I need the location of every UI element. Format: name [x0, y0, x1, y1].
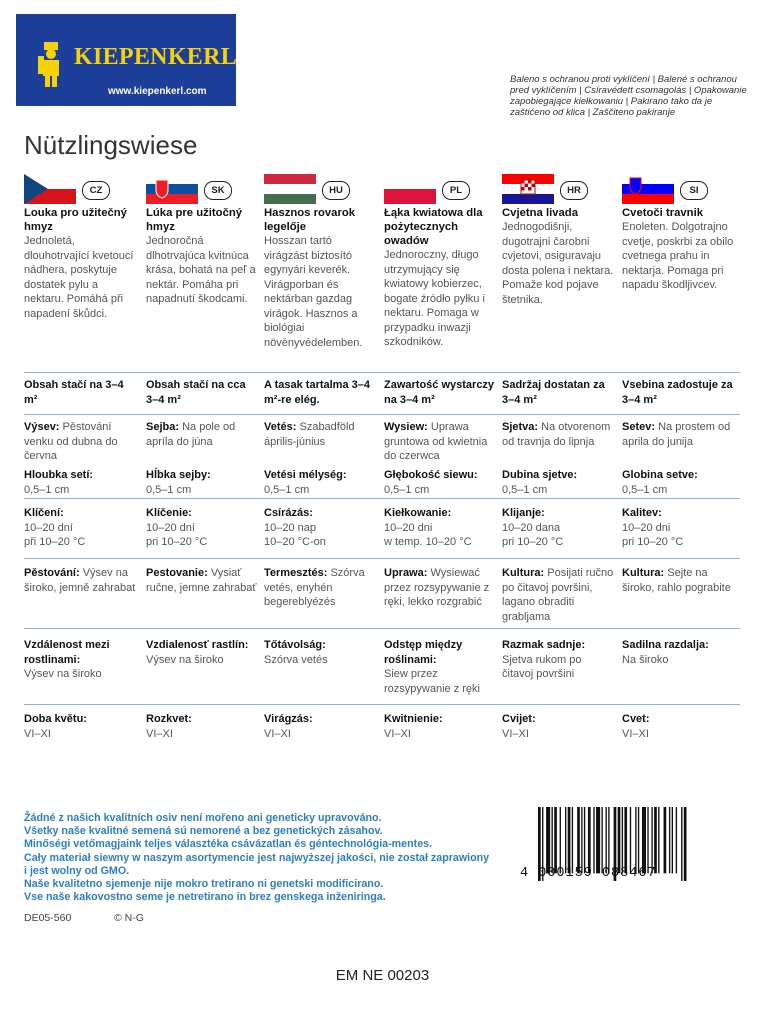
sowing-depth-value: 0,5–1 cm	[384, 483, 430, 496]
sowing-info	[24, 420, 136, 464]
flag-row	[264, 172, 376, 206]
germination-days: 10–20 dni	[622, 521, 671, 534]
barcode-bar	[622, 807, 623, 873]
sowing-value: Uprawa gruntowa od kwietnia do czerwca	[384, 421, 488, 462]
cultivation-label: Pestovanie:	[146, 567, 208, 579]
gmo-note-hr: Naše kvalitetno sjemenje nije mokro tretirano ni genetski modificirano.	[24, 878, 384, 891]
sowing-label: Sejba:	[146, 421, 180, 433]
barcode-bar	[658, 807, 659, 873]
barcode-bar	[552, 807, 553, 873]
gmo-note-sk: Všetky naše kvalitné semená sú nemorené a bez genetických zásahov.	[24, 825, 383, 838]
language-column-cz	[24, 172, 136, 321]
germination-info	[622, 506, 734, 550]
variety-description: Enoleten. Dolgotrajno cvetje, poskrbi za obilo cvetnega prahu in nektarja. Pomaga pri napadu škodljivcev.	[622, 221, 734, 291]
gmo-note-si: Vse naše kakovostno seme je netretirano in brez genskega inženiringa.	[24, 891, 386, 904]
germination-temperature: pri 10–20 °C	[502, 536, 564, 548]
sowing-depth-label: Hĺbka sejby:	[146, 469, 211, 481]
barcode-bar	[669, 807, 670, 873]
flowering-time-label: Cvijet:	[502, 713, 536, 725]
plant-spacing-info	[24, 638, 136, 682]
content-info	[24, 378, 136, 407]
cultivation-value: Wysiewać przez rozsypywanie z ręki, lekko rozgrabić	[384, 567, 490, 608]
language-badge: SI	[680, 181, 708, 200]
sowing-depth-info	[622, 468, 734, 497]
barcode-bar	[568, 807, 571, 873]
sowing-depth-value: 0,5–1 cm	[502, 483, 548, 496]
plant-spacing-info	[502, 638, 614, 682]
flag-row	[622, 172, 734, 206]
barcode-bar	[572, 807, 573, 873]
barcode-bar	[560, 807, 561, 873]
sowing-depth-info	[264, 468, 376, 497]
gmo-notes	[24, 812, 494, 904]
plant-spacing-label: Razmak sadnje:	[502, 639, 586, 651]
sowing-value: Na prostem od aprila do junija	[622, 421, 731, 448]
barcode-bar	[664, 807, 667, 873]
cultivation-value: Posijati ručno po čitavoj površini, lagano obraditi grabljama	[502, 567, 614, 623]
barcode-bar	[596, 807, 600, 873]
barcode-bar	[635, 807, 636, 873]
sowing-value: Szabadföld április-június	[264, 421, 355, 448]
variety-description: Jednoletá, dlouhotrvající kvetoucí nádhera, poskytuje dostatek pylu a nektaru. Pomáhá při napadení škůdci.	[24, 235, 134, 320]
cultivation-value: Vysiať ručne, jemne zahrabať	[146, 567, 257, 594]
flowering-time-label: Cvet:	[622, 713, 650, 725]
variety-name: Cvjetna livada	[502, 207, 578, 219]
barcode-bar	[581, 807, 582, 873]
flag-cz-icon	[24, 174, 76, 204]
cultivation-label: Termesztés:	[264, 567, 328, 579]
barcode-bar	[554, 807, 557, 873]
row-divider	[24, 704, 740, 705]
variety-name: Łąka kwiatowa dla pożytecznych owadów	[384, 207, 483, 247]
flowering-time-value: VI–XI	[146, 727, 173, 740]
cultivation-info	[384, 566, 496, 610]
cultivation-label: Pěstování:	[24, 567, 80, 579]
barcode-bar	[618, 807, 621, 873]
barcode-bar	[638, 807, 639, 873]
plant-spacing-label: Tőtávolság:	[264, 639, 326, 651]
cultivation-info	[502, 566, 614, 624]
barcode-bar	[676, 807, 677, 873]
plant-spacing-value: Szórva vetés	[264, 653, 328, 666]
sowing-info	[622, 420, 734, 449]
gmo-note-pl: Cały materiał siewny w naszym asortymencie jest najwyższej jakości, nie został zaprawiony i jest wolny od GMO.	[24, 851, 490, 877]
language-column-si	[622, 172, 734, 293]
flowering-time-value: VI–XI	[24, 727, 51, 740]
sowing-depth-value: 0,5–1 cm	[146, 483, 192, 496]
flowering-time-info	[502, 712, 614, 741]
sowing-info	[502, 420, 614, 449]
em-code: EM NE 00203	[335, 967, 430, 984]
language-column-hr	[502, 172, 614, 307]
barcode-bar	[593, 807, 594, 873]
germination-label: Klíčení:	[24, 507, 64, 519]
language-column-hu	[264, 172, 376, 350]
flowering-time-value: VI–XI	[622, 727, 649, 740]
flowering-time-info	[146, 712, 258, 741]
germination-info	[264, 506, 376, 550]
germination-temperature: pri 10–20 °C	[146, 536, 208, 548]
variety-description: Jednoroczny, długo utrzymujący się kwiatowy kobierzec, bogate źródło pyłku i nektaru. Pomaga w przypadku inwazji szkodników.	[384, 249, 485, 348]
barcode-bar	[630, 807, 631, 873]
language-badge: HU	[322, 181, 350, 200]
sowing-depth-label: Globina setve:	[622, 469, 698, 481]
brand-name: KIEPENKERL	[74, 44, 238, 70]
plant-spacing-value: Výsev na široko	[146, 653, 224, 666]
row-divider	[24, 372, 740, 373]
cultivation-label: Kultura:	[502, 567, 545, 579]
language-column-sk	[146, 172, 258, 307]
sowing-depth-info	[502, 468, 614, 497]
sowing-info	[384, 420, 496, 464]
barcode-bar	[647, 807, 648, 873]
barcode-bar	[577, 807, 580, 873]
germination-label: Kiełkowanie:	[384, 507, 452, 519]
language-badge: CZ	[82, 181, 110, 200]
flag-si-icon	[622, 174, 674, 204]
sowing-label: Sjetva:	[502, 421, 539, 433]
flag-sk-icon	[146, 174, 198, 204]
brand-url[interactable]: www.kiepenkerl.com	[108, 86, 207, 97]
barcode-digits: 4 000159 088467	[520, 866, 657, 881]
sowing-info	[146, 420, 258, 449]
germination-temperature: pri 10–20 °C	[622, 536, 684, 548]
cultivation-label: Uprawa:	[384, 567, 428, 579]
kiepenkerl-figure-icon	[36, 36, 66, 88]
plant-spacing-info	[264, 638, 376, 667]
sowing-depth-value: 0,5–1 cm	[264, 483, 310, 496]
content-info	[622, 378, 734, 407]
flag-hu-icon	[264, 174, 316, 204]
germination-label: Klijanje:	[502, 507, 545, 519]
flag-row	[502, 172, 614, 206]
germination-info	[146, 506, 258, 550]
flowering-time-label: Virágzás:	[264, 713, 313, 725]
language-badge: SK	[204, 181, 232, 200]
plant-spacing-label: Vzdialenosť rastlín:	[146, 639, 249, 651]
germination-temperature: 10–20 °C-on	[264, 536, 326, 548]
barcode-bar	[624, 807, 627, 873]
germination-label: Klíčenie:	[146, 507, 192, 519]
flowering-time-value: VI–XI	[502, 727, 529, 740]
content-label: Vsebina zadostuje za 3–4 m²	[622, 379, 733, 406]
variety-name: Cvetoči travnik	[622, 207, 703, 219]
variety-description: Jednoročná dlhotrvajúca kvitnúca krása, bohatá na peľ a nektár. Pomáha pri napadnutí škodcami.	[146, 235, 256, 305]
sowing-label: Setev:	[622, 421, 656, 433]
sowing-label: Vetés:	[264, 421, 297, 433]
content-label: Obsah stačí na cca 3–4 m²	[146, 379, 246, 406]
flowering-time-label: Rozkvet:	[146, 713, 192, 725]
cultivation-info	[24, 566, 136, 595]
barcode-bar	[651, 807, 652, 873]
sowing-label: Wysiew:	[384, 421, 428, 433]
barcode-bar	[601, 807, 602, 873]
variety-description: Jednogodišnji, dugotrajni čarobni cvjetovi, osiguravaju dosta polena i nektara. Pomaže kod pojave štetnika.	[502, 221, 614, 306]
germination-temperature: w temp. 10–20 °C	[384, 536, 472, 548]
content-label: Obsah stačí na 3–4 m²	[24, 379, 124, 406]
sowing-info	[264, 420, 376, 449]
variety-name: Hasznos rovarok legelője	[264, 207, 356, 233]
sowing-depth-label: Hloubka setí:	[24, 469, 94, 481]
content-label: Zawartość wystarczy na 3–4 m²	[384, 379, 495, 406]
sowing-value: Pěstování venku od dubna do června	[24, 421, 118, 462]
cultivation-value: Sejte na široko, rahlo pograbite	[622, 567, 731, 594]
plant-spacing-label: Sadilna razdalja:	[622, 639, 709, 651]
row-divider	[24, 628, 740, 629]
language-badge: PL	[442, 181, 470, 200]
barcode-bar	[654, 807, 657, 873]
sowing-value: Na pole od apríla do júna	[146, 421, 236, 448]
germination-label: Csírázás:	[264, 507, 313, 519]
flag-row	[24, 172, 136, 206]
plant-spacing-value: Na široko	[622, 653, 669, 666]
germination-info	[24, 506, 136, 550]
plant-spacing-value: Výsev na široko	[24, 668, 102, 680]
barcode-bar	[588, 807, 591, 873]
germination-info	[384, 506, 496, 550]
variety-description: Hosszan tartó virágzást biztosító egynyári keverék. Virágporban és nektárban gazdag virágok. Hasznos a biológiai növényvédelemben.	[264, 235, 363, 349]
plant-spacing-label: Odstęp między roślinami:	[384, 639, 463, 666]
gmo-note-cz: Žádné z našich kvalitních osiv není mořeno ani geneticky upravováno.	[24, 812, 382, 824]
flowering-time-info	[622, 712, 734, 741]
germination-temperature: při 10–20 °C	[24, 536, 86, 548]
sowing-depth-label: Głębokość siewu:	[384, 469, 478, 481]
flag-row	[146, 172, 258, 206]
flag-pl-icon	[384, 174, 436, 204]
germination-days: 10–20 dní	[24, 521, 73, 534]
content-label: A tasak tartalma 3–4 m²-re elég.	[264, 379, 370, 406]
barcode-bar	[642, 807, 646, 873]
content-info	[384, 378, 496, 407]
content-info	[502, 378, 614, 407]
packaging-note: Baleno s ochranou proti vyklíčení | Balené s ochranou pred vyklíčením | Csíravédett csomagolás | Opakowanie zapobiegające kiełkowaniu | Pakirano tako da je zaštićeno od klica | Zaščiteno pakiranje	[510, 74, 747, 118]
barcode-bar	[546, 807, 550, 873]
plant-spacing-info	[622, 638, 734, 667]
content-info	[146, 378, 258, 407]
brand-logo	[16, 14, 236, 106]
cultivation-info	[622, 566, 734, 595]
flowering-time-info	[264, 712, 376, 741]
article-code: DE05-560	[24, 912, 72, 924]
cultivation-value: Výsev na široko, jemně zahrabat	[24, 567, 136, 594]
flowering-time-label: Doba květu:	[24, 713, 87, 725]
plant-spacing-label: Vzdálenost mezi rostlinami:	[24, 639, 110, 666]
sowing-depth-info	[24, 468, 136, 497]
barcode-bar	[565, 807, 566, 873]
germination-days: 10–20 nap	[264, 521, 316, 534]
cultivation-label: Kultura:	[622, 567, 665, 579]
language-column-pl	[384, 172, 496, 350]
plant-spacing-value: Siew przez rozsypywanie z ręki	[384, 668, 480, 695]
plant-spacing-value: Sjetva rukom po čitavoj površini	[502, 653, 582, 680]
barcode-bar	[608, 807, 609, 873]
variety-name: Lúka pre užitočný hmyz	[146, 207, 243, 233]
variety-name: Louka pro užitečný hmyz	[24, 207, 127, 233]
sowing-depth-info	[146, 468, 258, 497]
germination-days: 10–20 dana	[502, 521, 561, 534]
row-divider	[24, 498, 740, 499]
sowing-depth-label: Dubina sjetve:	[502, 469, 578, 481]
copyright: © N-G	[114, 912, 144, 924]
sowing-depth-info	[384, 468, 496, 497]
flowering-time-value: VI–XI	[384, 727, 411, 740]
flowering-time-label: Kwitnienie:	[384, 713, 443, 725]
gmo-note-hu: Minőségi vetőmagjaink teljes választéka csávázatlan és géntechnológia-mentes.	[24, 838, 433, 851]
content-label: Sadržaj dostatan za 3–4 m²	[502, 379, 605, 406]
plant-spacing-info	[384, 638, 496, 696]
flowering-time-value: VI–XI	[264, 727, 291, 740]
row-divider	[24, 558, 740, 559]
germination-label: Kalitev:	[622, 507, 662, 519]
cultivation-info	[146, 566, 258, 595]
product-title: Nützlingswiese	[24, 130, 198, 160]
content-info	[264, 378, 376, 407]
germination-days: 10–20 dni	[384, 521, 433, 534]
sowing-label: Výsev:	[24, 421, 60, 433]
germination-info	[502, 506, 614, 550]
sowing-value: Na otvorenom od travnja do lipnja	[502, 421, 611, 448]
plant-spacing-info	[146, 638, 258, 667]
cultivation-value: Szórva vetés, enyhén begereblyézés	[264, 567, 365, 608]
sowing-depth-label: Vetési mélység:	[264, 469, 347, 481]
language-badge: HR	[560, 181, 588, 200]
barcode-bar	[672, 807, 673, 873]
cultivation-info	[264, 566, 376, 610]
flowering-time-info	[24, 712, 136, 741]
barcode-bar	[584, 807, 585, 873]
sowing-depth-value: 0,5–1 cm	[622, 483, 668, 496]
flowering-time-info	[384, 712, 496, 741]
flag-hr-icon	[502, 174, 554, 204]
flag-row	[384, 172, 496, 206]
sowing-depth-value: 0,5–1 cm	[24, 483, 70, 496]
barcode-bar	[606, 807, 607, 873]
germination-days: 10–20 dní	[146, 521, 195, 534]
row-divider	[24, 414, 740, 415]
